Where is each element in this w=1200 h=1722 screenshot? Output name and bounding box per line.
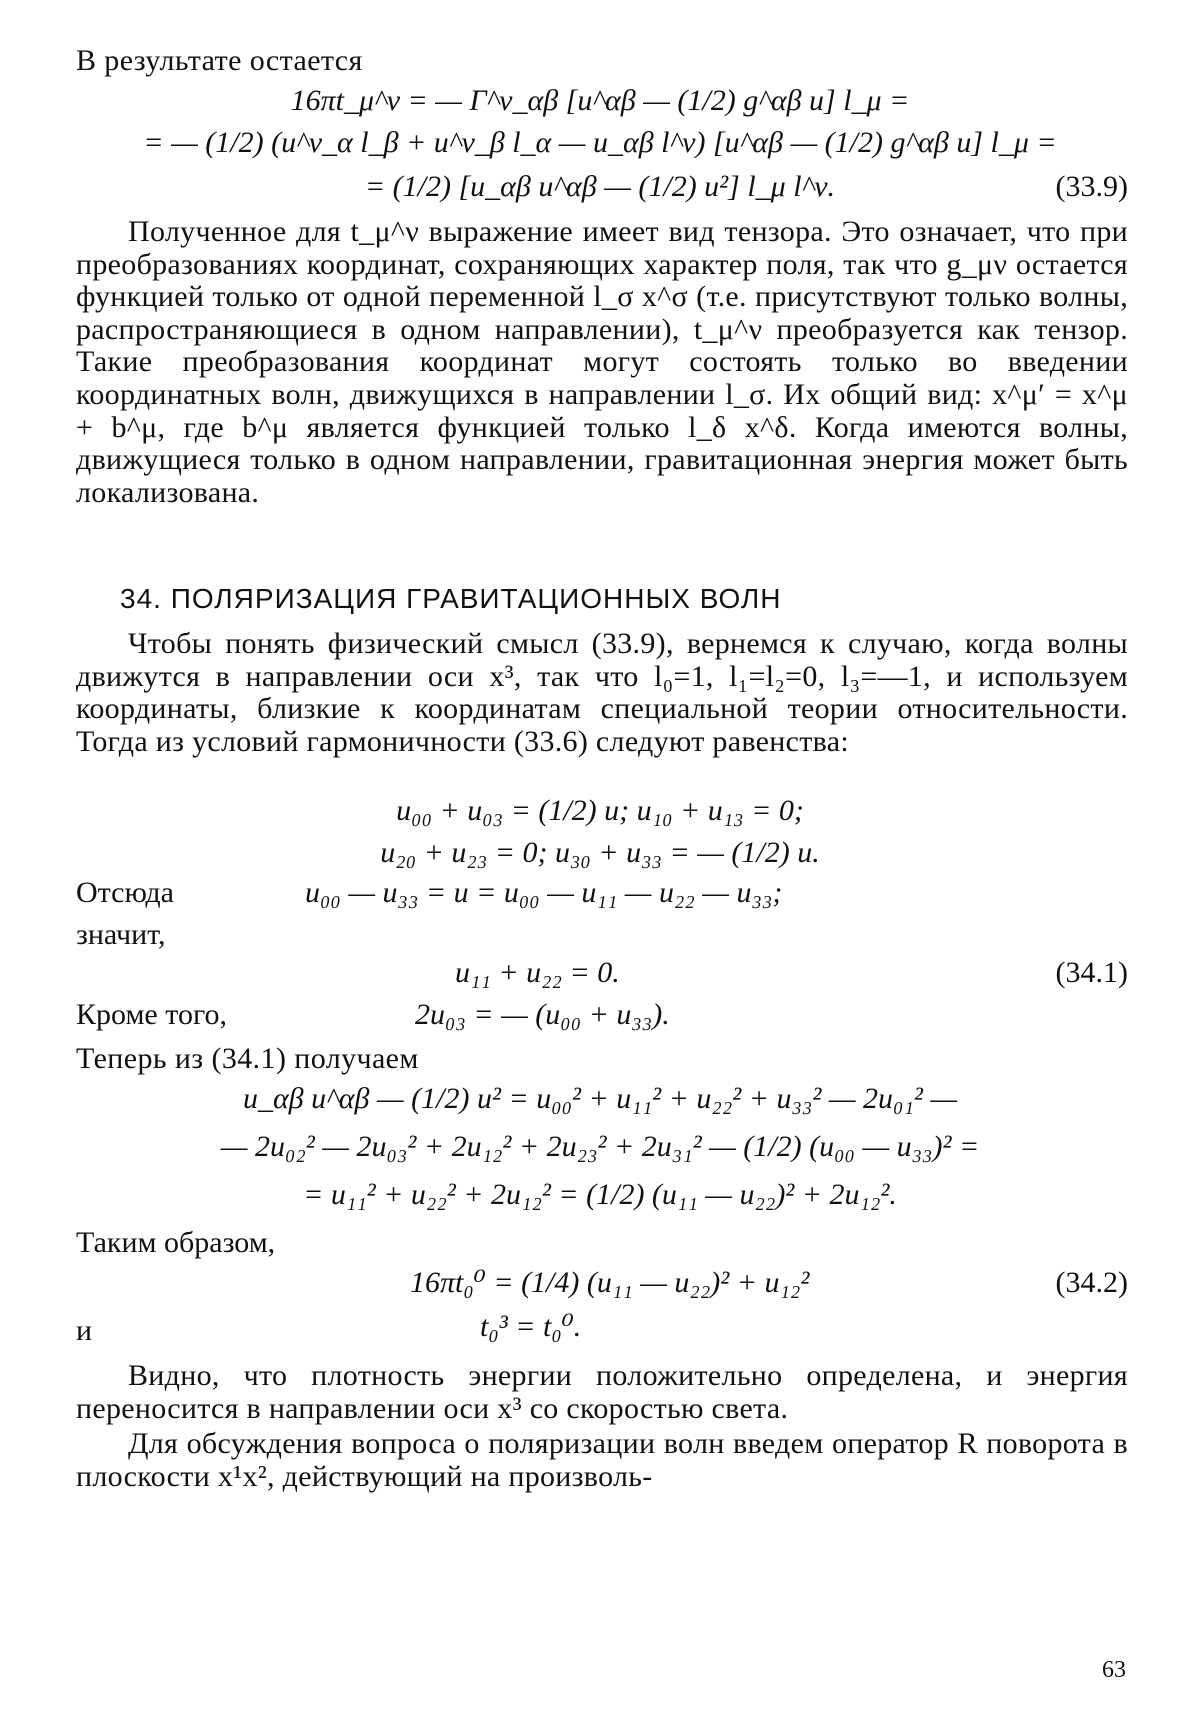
equation-sum-line-1: u_αβ u^αβ — (1/2) u² = u₀₀² + u₁₁² + u₂₂² + u₃₃² — 2u₀₁² — bbox=[242, 1082, 958, 1115]
equation-sum-line-2: — 2u₀₂² — 2u₀₃² + 2u₁₂² + 2u₂₃² + 2u₃₁² — (1/2) (u₀₀ — u₃₃)² = bbox=[220, 1130, 980, 1163]
equation-t03: t₀³ = t₀⁰. bbox=[480, 1310, 582, 1343]
paragraph-tensor: Полученное для t_μ^ν выражение имеет вид тензора. Это означает, что при преобразованиях координат, сохраняющих характер поля, так что g_μν остается функцией только от одной переменной l_σ x^σ (т.е. присутствуют только волны, распространяющиеся в одном направлении), t_μ^ν преобразуется как тензор. Такие преобразования координат могут состоять только во введении координатных волн, движущихся в направлении l_σ. Их общий вид: x^μ′ = x^μ + b^μ, где b^μ является функцией только l_δ x^δ. Когда имеются волны, движущиеся только в одном направлении, гравитационная энергия может быть локализована. bbox=[76, 215, 1128, 509]
equation-33-9-line-3: = (1/2) [u_αβ u^αβ — (1/2) u²] l_μ l^ν. bbox=[364, 170, 836, 203]
equation-krome-togo: 2u₀₃ = — (u₀₀ + u₃₃). bbox=[415, 998, 670, 1031]
label-otsyuda: Отсюда bbox=[76, 876, 174, 909]
equation-33-9-line-1: 16πt_μ^ν = — Γ^ν_αβ [u^αβ — (1/2) g^αβ u] l_μ = bbox=[290, 84, 910, 117]
intro-line: В результате остается bbox=[76, 44, 363, 77]
label-i: и bbox=[76, 1314, 93, 1347]
label-takim-obrazom: Таким образом, bbox=[76, 1226, 276, 1259]
section-heading: 34. ПОЛЯРИЗАЦИЯ ГРАВИТАЦИОННЫХ ВОЛН bbox=[120, 583, 782, 614]
line-teper: Теперь из (34.1) получаем bbox=[76, 1042, 419, 1075]
equation-harmonic-2: u₂₀ + u₂₃ = 0; u₃₀ + u₃₃ = — (1/2) u. bbox=[380, 836, 820, 869]
label-znachit: значит, bbox=[76, 918, 166, 951]
equation-34-2: 16πt₀⁰ = (1/4) (u₁₁ — u₂₂)² + u₁₂² bbox=[410, 1266, 810, 1299]
page-number: 63 bbox=[1102, 1657, 1126, 1683]
equation-harmonic-1: u₀₀ + u₀₃ = (1/2) u; u₁₀ + u₁₃ = 0; bbox=[396, 794, 804, 827]
paragraph-polarization-intro: Чтобы понять физический смысл (33.9), вернемся к случаю, когда волны движутся в направлении оси x³, так что l₀=1, l₁=l₂=0, l₃=—1, и используем координаты, близкие к координатам специальной теории относительности. Тогда из условий гармоничности (33.6) следуют равенства: bbox=[76, 627, 1128, 758]
equation-34-1: u₁₁ + u₂₂ = 0. bbox=[455, 956, 620, 989]
equation-33-9-line-2: = — (1/2) (u^ν_α l_β + u^ν_β l_α — u_αβ l^ν) [u^αβ — (1/2) g^αβ u] l_μ = bbox=[143, 126, 1057, 159]
paragraph-rotation-operator: Для обсуждения вопроса о поляризации волн введем оператор R поворота в плоскости x¹x², действующий на произволь- bbox=[76, 1427, 1128, 1493]
equation-number-34-2: (34.2) bbox=[1055, 1266, 1128, 1299]
equation-number-34-1: (34.1) bbox=[1055, 956, 1128, 989]
equation-sum-line-3: = u₁₁² + u₂₂² + 2u₁₂² = (1/2) (u₁₁ — u₂₂)² + 2u₁₂². bbox=[303, 1178, 897, 1211]
equation-number-33-9: (33.9) bbox=[1055, 170, 1128, 203]
equation-otsyuda: u₀₀ — u₃₃ = u = u₀₀ — u₁₁ — u₂₂ — u₃₃; bbox=[305, 876, 783, 909]
paragraph-energy-density: Видно, что плотность энергии положительно определена, и энергия переносится в направлении оси x³ со скоростью света. bbox=[76, 1359, 1128, 1425]
label-krome-togo: Кроме того, bbox=[76, 998, 228, 1031]
